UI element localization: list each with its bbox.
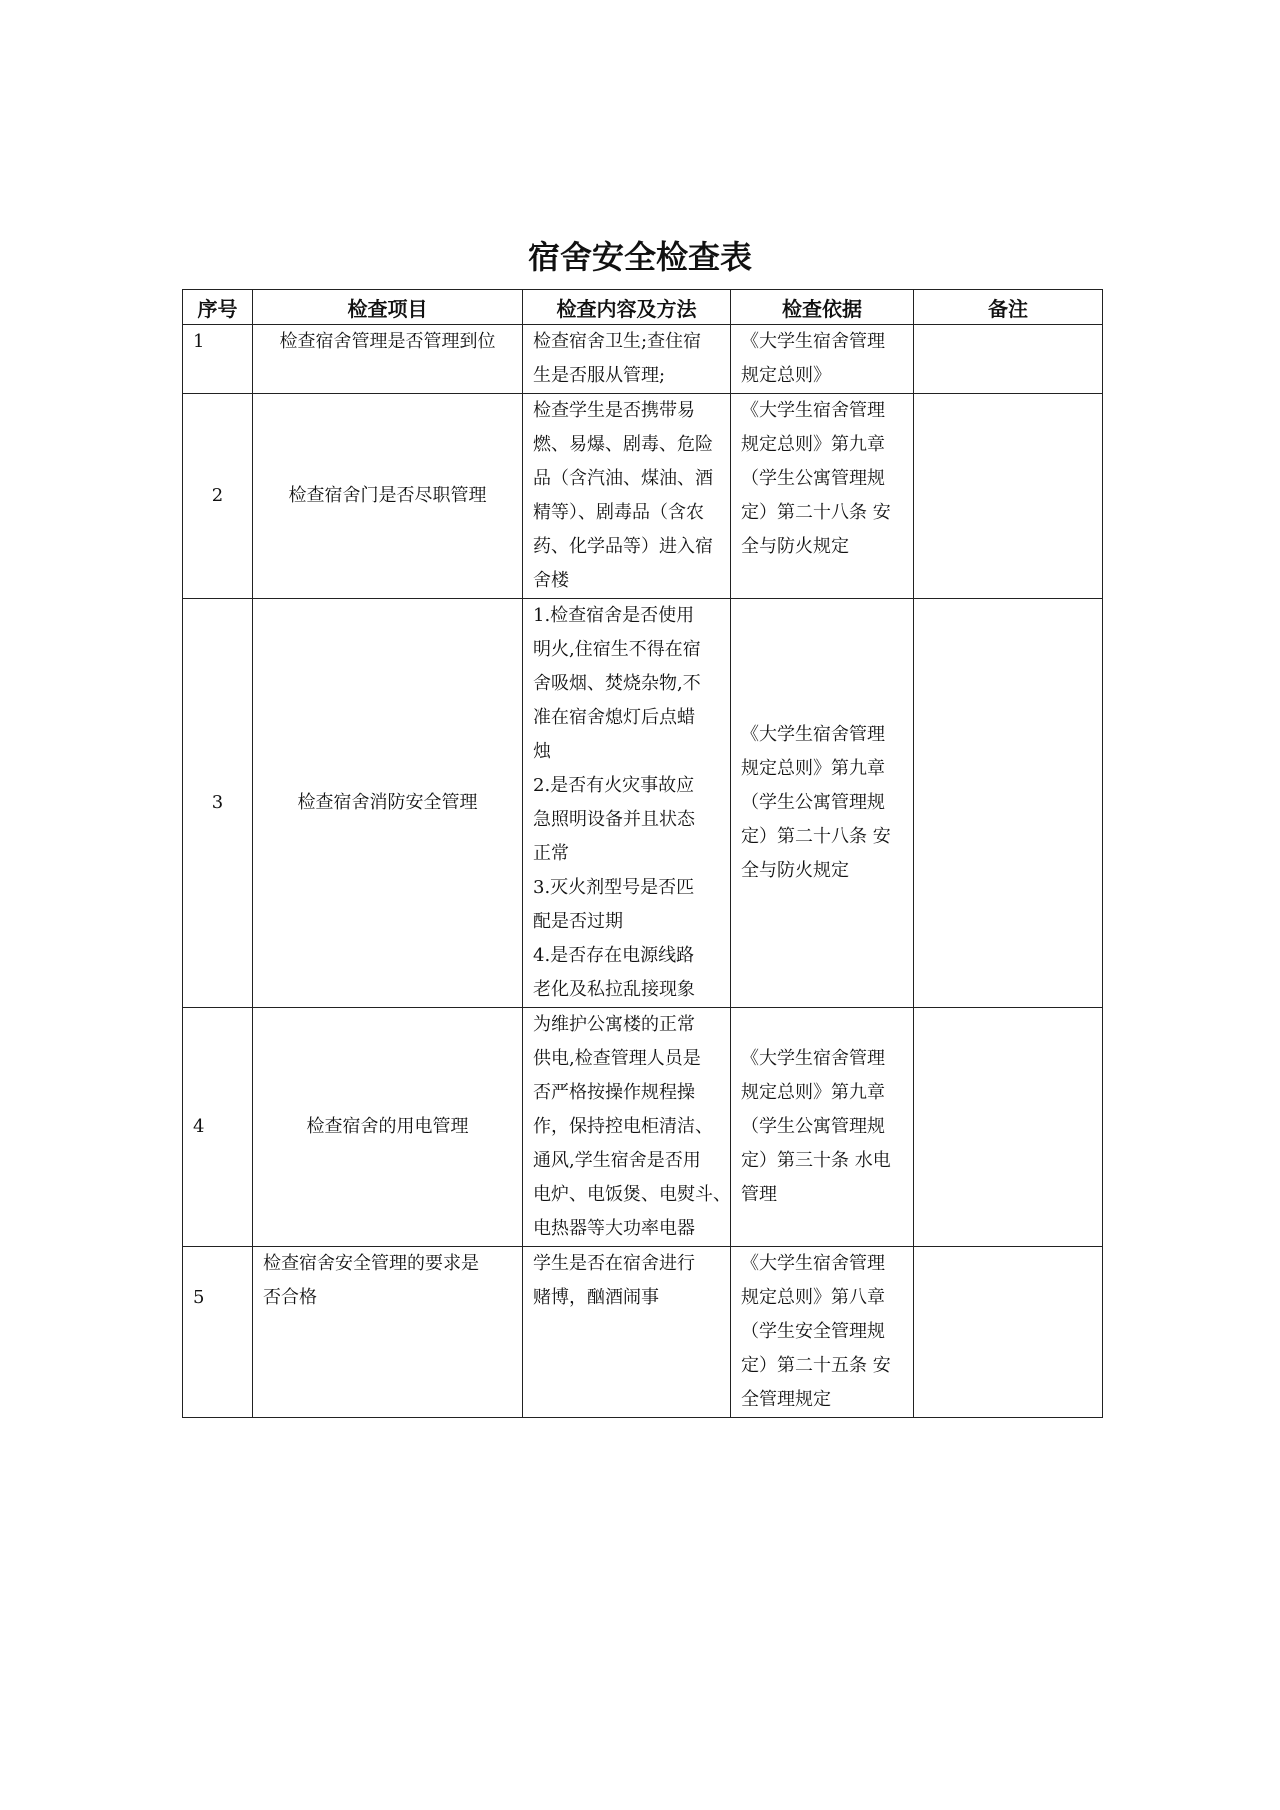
- row-item: 检查宿舍管理是否管理到位: [253, 325, 523, 394]
- row-basis: 《大学生宿舍管理 规定总则》第九章 （学生公寓管理规 定）第二十八条 安 全与防火规定: [731, 599, 914, 1008]
- row-item: 检查宿舍的用电管理: [253, 1008, 523, 1247]
- row-content: 学生是否在宿舍进行 赌博，酗酒闹事: [523, 1247, 731, 1418]
- table-row: [183, 1008, 1103, 1247]
- row-content: 检查学生是否携带易 燃、易爆、剧毒、危险 品（含汽油、煤油、酒 精等）、剧毒品（含农 药、化学品等）进入宿 舍楼: [523, 394, 731, 599]
- row-note: [914, 325, 1103, 394]
- row-no: 2: [183, 394, 253, 599]
- row-basis: 《大学生宿舍管理 规定总则》第九章 （学生公寓管理规 定）第二十八条 安 全与防火规定: [731, 394, 914, 599]
- page-title: 宿舍安全检查表: [527, 238, 752, 276]
- row-item: 检查宿舍安全管理的要求是 否合格: [253, 1247, 523, 1418]
- row-note: [914, 599, 1103, 1008]
- table-row: [183, 599, 1103, 1008]
- row-basis: 《大学生宿舍管理 规定总则》第九章 （学生公寓管理规 定）第三十条 水电 管理: [731, 1008, 914, 1247]
- row-no: 3: [183, 599, 253, 1008]
- row-no: 1: [183, 325, 253, 394]
- row-item: 检查宿舍门是否尽职管理: [253, 394, 523, 599]
- table-header-row: [183, 290, 1103, 325]
- table-row: [183, 325, 1103, 394]
- row-note: [914, 1008, 1103, 1247]
- row-item: 检查宿舍消防安全管理: [253, 599, 523, 1008]
- header-item: 检查项目: [253, 290, 523, 325]
- row-content: 1.检查宿舍是否使用 明火,住宿生不得在宿 舍吸烟、焚烧杂物,不 准在宿舍熄灯后点蜡 烛 2.是否有火灾事故应 急照明设备并且状态 正常 3.灭火剂型号是否匹 配是否过期 4.是否存在电源线路 老化及私拉乱接现象: [523, 599, 731, 1008]
- row-content: 为维护公寓楼的正常 供电,检查管理人员是 否严格按操作规程操 作，保持控电柜清洁、 通风,学生宿舍是否用 电炉、电饭煲、电熨斗、 电热器等大功率电器: [523, 1008, 731, 1247]
- row-no: 5: [183, 1247, 253, 1418]
- row-basis: 《大学生宿舍管理 规定总则》第八章 （学生安全管理规 定）第二十五条 安 全管理规定: [731, 1247, 914, 1418]
- row-basis: 《大学生宿舍管理 规定总则》: [731, 325, 914, 394]
- table-row: [183, 1247, 1103, 1418]
- inspection-table: [182, 289, 1103, 1418]
- header-note: 备注: [914, 290, 1103, 325]
- header-no: 序号: [183, 290, 253, 325]
- header-content: 检查内容及方法: [523, 290, 731, 325]
- row-content: 检查宿舍卫生;查住宿 生是否服从管理;: [523, 325, 731, 394]
- header-basis: 检查依据: [731, 290, 914, 325]
- row-no: 4: [183, 1008, 253, 1247]
- row-note: [914, 394, 1103, 599]
- row-note: [914, 1247, 1103, 1418]
- table-row: [183, 394, 1103, 599]
